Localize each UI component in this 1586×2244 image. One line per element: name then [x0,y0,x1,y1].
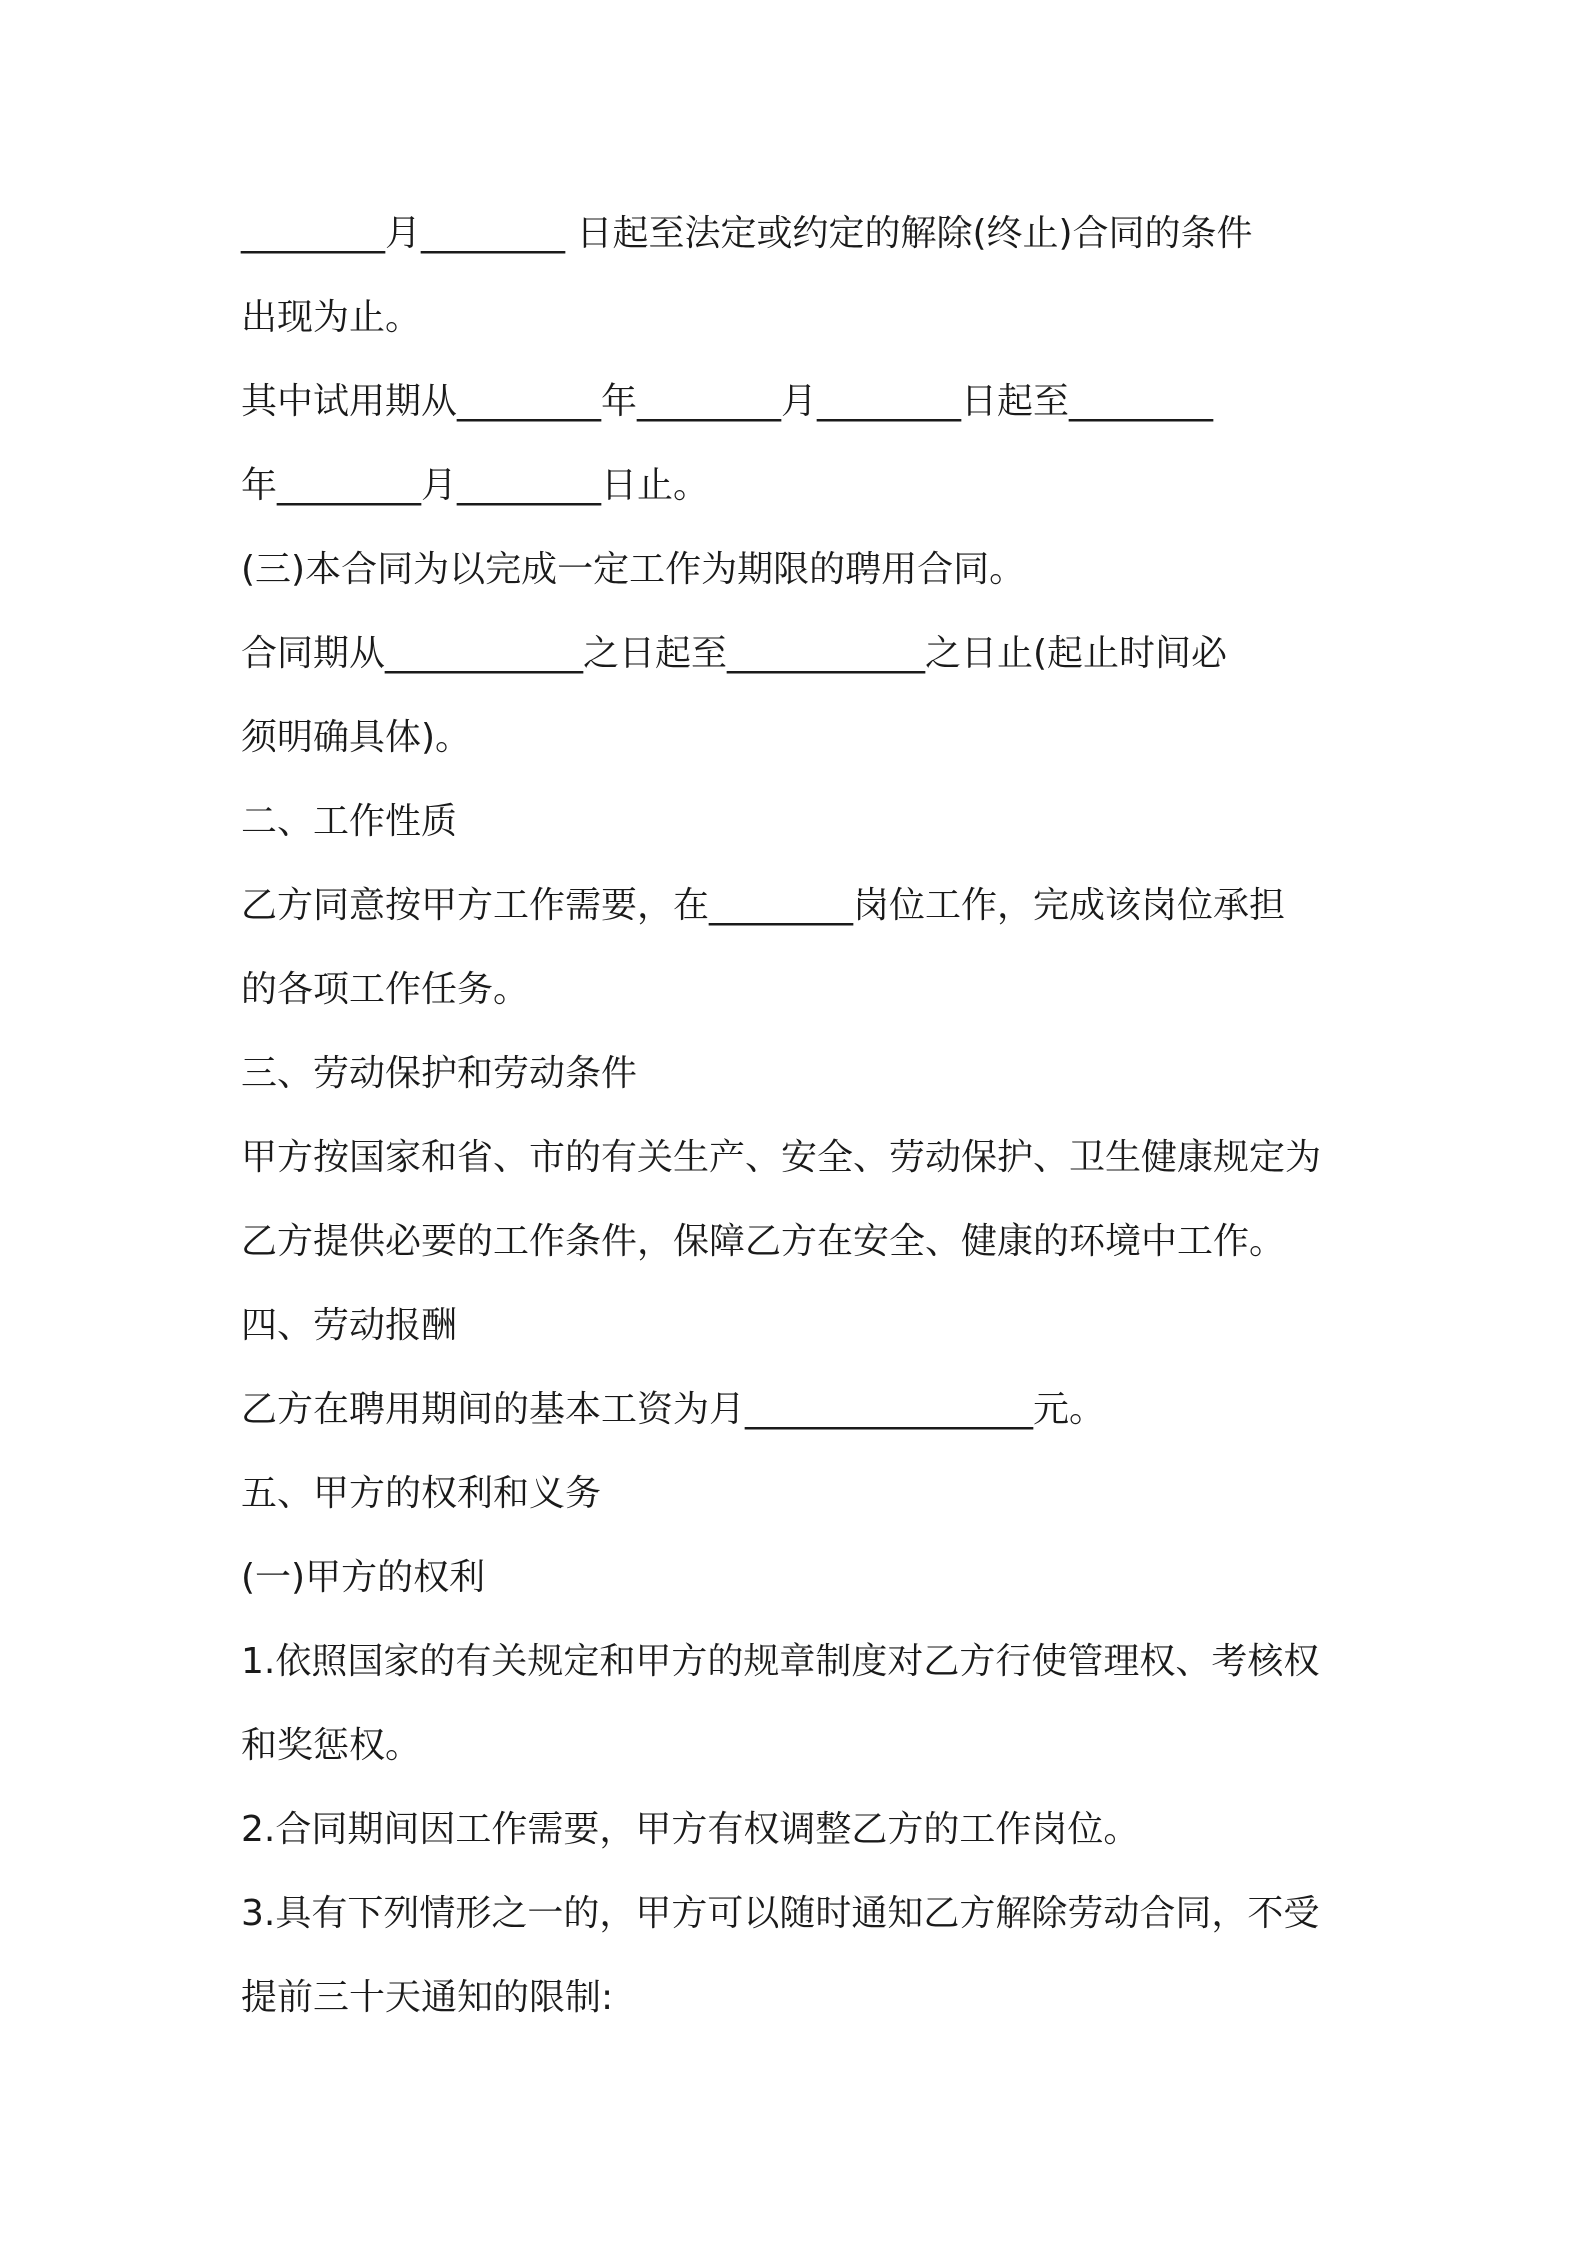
text-line: 2.合同期间因工作需要，甲方有权调整乙方的工作岗位。 [241,1809,1140,1850]
text-line: 合同期从___________之日起至___________之日止(起止时间必 [241,633,1228,674]
text-line: 其中试用期从________年________月________日起至________ [241,381,1214,422]
text-line: 和奖惩权。 [241,1725,422,1766]
text-line: 的各项工作任务。 [241,969,530,1010]
document-body [241,192,1361,2040]
section-heading: 五、甲方的权利和义务 [241,1473,602,1514]
text-line: 须明确具体)。 [241,717,472,758]
text-line: 1.依照国家的有关规定和甲方的规章制度对乙方行使管理权、考核权 [241,1641,1320,1682]
section-heading: 三、劳动保护和劳动条件 [241,1053,638,1094]
text-line: 3.具有下列情形之一的，甲方可以随时通知乙方解除劳动合同，不受 [241,1893,1320,1934]
text-line: ________月________ 日起至法定或约定的解除(终止)合同的条件 [241,213,1253,254]
text-line: 乙方在聘用期间的基本工资为月________________元。 [241,1389,1106,1430]
text-line: 甲方按国家和省、市的有关生产、安全、劳动保护、卫生健康规定为 [241,1137,1322,1178]
text-line: (三)本合同为以完成一定工作为期限的聘用合同。 [241,549,1026,590]
subsection-heading: (一)甲方的权利 [241,1557,486,1598]
text-line: 提前三十天通知的限制: [241,1977,614,2018]
section-heading: 四、劳动报酬 [241,1305,458,1346]
text-line: 出现为止。 [241,297,422,338]
text-line: 年________月________日止。 [241,465,710,506]
text-line: 乙方提供必要的工作条件，保障乙方在安全、健康的环境中工作。 [241,1221,1286,1262]
section-heading: 二、工作性质 [241,801,458,842]
text-line: 乙方同意按甲方工作需要，在________岗位工作，完成该岗位承担 [241,885,1286,926]
